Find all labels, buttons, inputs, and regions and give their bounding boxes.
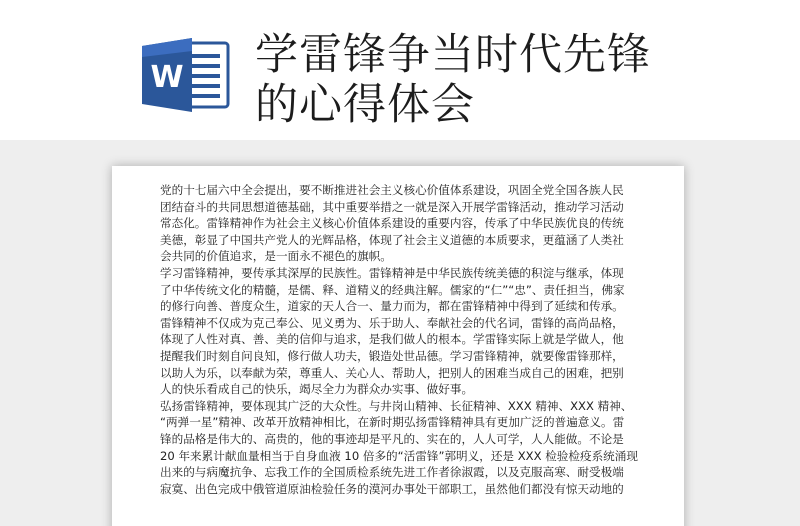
document-line: 了中华传统文化的精髓，是儒、释、道精义的经典注解。儒家的“仁”“忠”、责任担当，佛家 xyxy=(160,282,625,297)
document-line: 20 年来累计献血量相当于自身血液 10 倍多的“活雷锋”郭明义，还是 XXX 检验检疫系统涌现 xyxy=(160,448,638,463)
word-document-icon xyxy=(140,37,232,113)
document-line: 的修行向善、普度众生，道家的天人合一、量力而为，都在雷锋精神中得到了延续和传承。 xyxy=(160,299,624,314)
document-line: 雷锋精神不仅成为克己奉公、见义勇为、乐于助人、奉献社会的代名词，雷锋的高尚品格， xyxy=(160,315,624,330)
document-line: 锋的品格是伟大的、高贵的，他的事迹却是平凡的、实在的，人人可学，人人能做。不论是 xyxy=(160,431,624,446)
document-page xyxy=(112,166,684,526)
document-line: 以助人为乐，以奉献为荣，尊重人、关心人、帮助人，把别人的困难当成自己的困难，把别 xyxy=(160,365,624,380)
document-line: 学习雷锋精神，要传承其深厚的民族性。雷锋精神是中华民族传统美德的积淀与继承，体现 xyxy=(160,265,624,280)
document-body xyxy=(160,182,644,497)
page-title xyxy=(255,30,775,130)
document-line: 人的快乐看成自己的快乐，竭尽全力为群众办实事、做好事。 xyxy=(160,382,474,397)
document-line: 体现了人性对真、善、美的信仰与追求，是我们做人的根本。学雷锋实际上就是学做人，他 xyxy=(160,332,624,347)
document-line: 寂寞、出色完成中俄管道原油检验任务的漠河办事处干部职工，虽然他们都没有惊天动地的 xyxy=(160,481,624,496)
word-icon-letter: W xyxy=(150,60,184,95)
document-line: 团结奋斗的共同思想道德基础，其中重要举措之一就是深入开展学雷锋活动，推动学习活动 xyxy=(160,199,624,214)
document-line: 常态化。雷锋精神作为社会主义核心价值体系建设的重要内容，传承了中华民族优良的传统 xyxy=(160,216,624,231)
page-title-line-2: 的心得体会 xyxy=(255,80,475,130)
document-line: “两弹一星”精神、改革开放精神相比，在新时期弘扬雷锋精神具有更加广泛的普遍意义。雷 xyxy=(160,415,625,430)
document-line: 弘扬雷锋精神，要体现其广泛的大众性。与井岗山精神、长征精神、XXX 精神、XXX 精神、 xyxy=(160,398,633,413)
document-line: 提醒我们时刻自问良知，修行做人功夫，锻造处世品德。学习雷锋精神，就要像雷锋那样， xyxy=(160,348,624,363)
header xyxy=(0,0,800,140)
page-title-line-1: 学雷锋争当时代先锋 xyxy=(255,30,651,80)
document-line: 党的十七届六中全会提出，要不断推进社会主义核心价值体系建设，巩固全党全国各族人民 xyxy=(160,183,624,197)
document-line: 会共同的价值追求，是一面永不褪色的旗帜。 xyxy=(160,249,392,264)
document-line: 美德，彰显了中国共产党人的光辉品格，体现了社会主义道德的本质要求，更蕴涵了人类社 xyxy=(160,232,624,247)
document-line: 出来的与病魔抗争、忘我工作的全国质检系统先进工作者徐淑霞，以及克服高寒、耐受极端 xyxy=(160,465,624,480)
